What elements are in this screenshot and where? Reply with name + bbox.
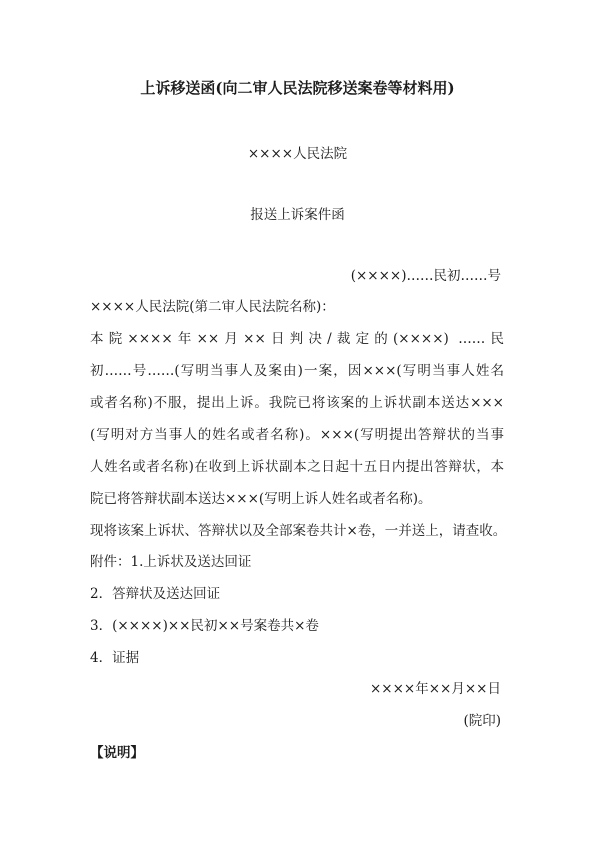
body-line: 或者名称)不服，提出上诉。我院已将该案的上诉状副本送达××× xyxy=(90,395,504,411)
body-line: 院已将答辩状副本送达×××(写明上诉人姓名或者名称)。 xyxy=(90,491,432,507)
attachment-item: 2．答辩状及送达回证 xyxy=(90,586,221,602)
recipient-line: ××××人民法院(第二审人民法院名称)： xyxy=(90,299,335,315)
body-line: 初……号……(写明当事人及案由)一案，因×××(写明当事人姓名 xyxy=(90,363,504,379)
note-heading: 【说明】 xyxy=(90,745,144,761)
attachment-item: 附件：1.上诉状及送达回证 xyxy=(90,554,252,570)
attachment-item: 4．证据 xyxy=(90,650,140,666)
body-line: 本院××××年××月××日判决/裁定的(××××) ……民 xyxy=(90,331,504,347)
body-line: (写明对方当事人的姓名或者名称)。×××(写明提出答辩状的当事 xyxy=(90,427,504,443)
body-line: 人姓名或者名称)在收到上诉状副本之日起十五日内提出答辩状，本 xyxy=(90,459,504,475)
court-seal: (院印) xyxy=(463,713,501,729)
body-line: 现将该案上诉状、答辩状以及全部案卷共计×卷，一并送上，请查收。 xyxy=(90,523,507,539)
attachment-item: 3．(××××)××民初××号案卷共×卷 xyxy=(90,618,319,634)
document-date: ××××年××月××日 xyxy=(370,681,501,697)
document-title: 上诉移送函(向二审人民法院移送案卷等材料用) xyxy=(140,79,455,97)
case-number: (××××)……民初……号 xyxy=(350,268,501,284)
court-name: ××××人民法院 xyxy=(247,146,348,162)
document-type: 报送上诉案件函 xyxy=(250,207,345,223)
